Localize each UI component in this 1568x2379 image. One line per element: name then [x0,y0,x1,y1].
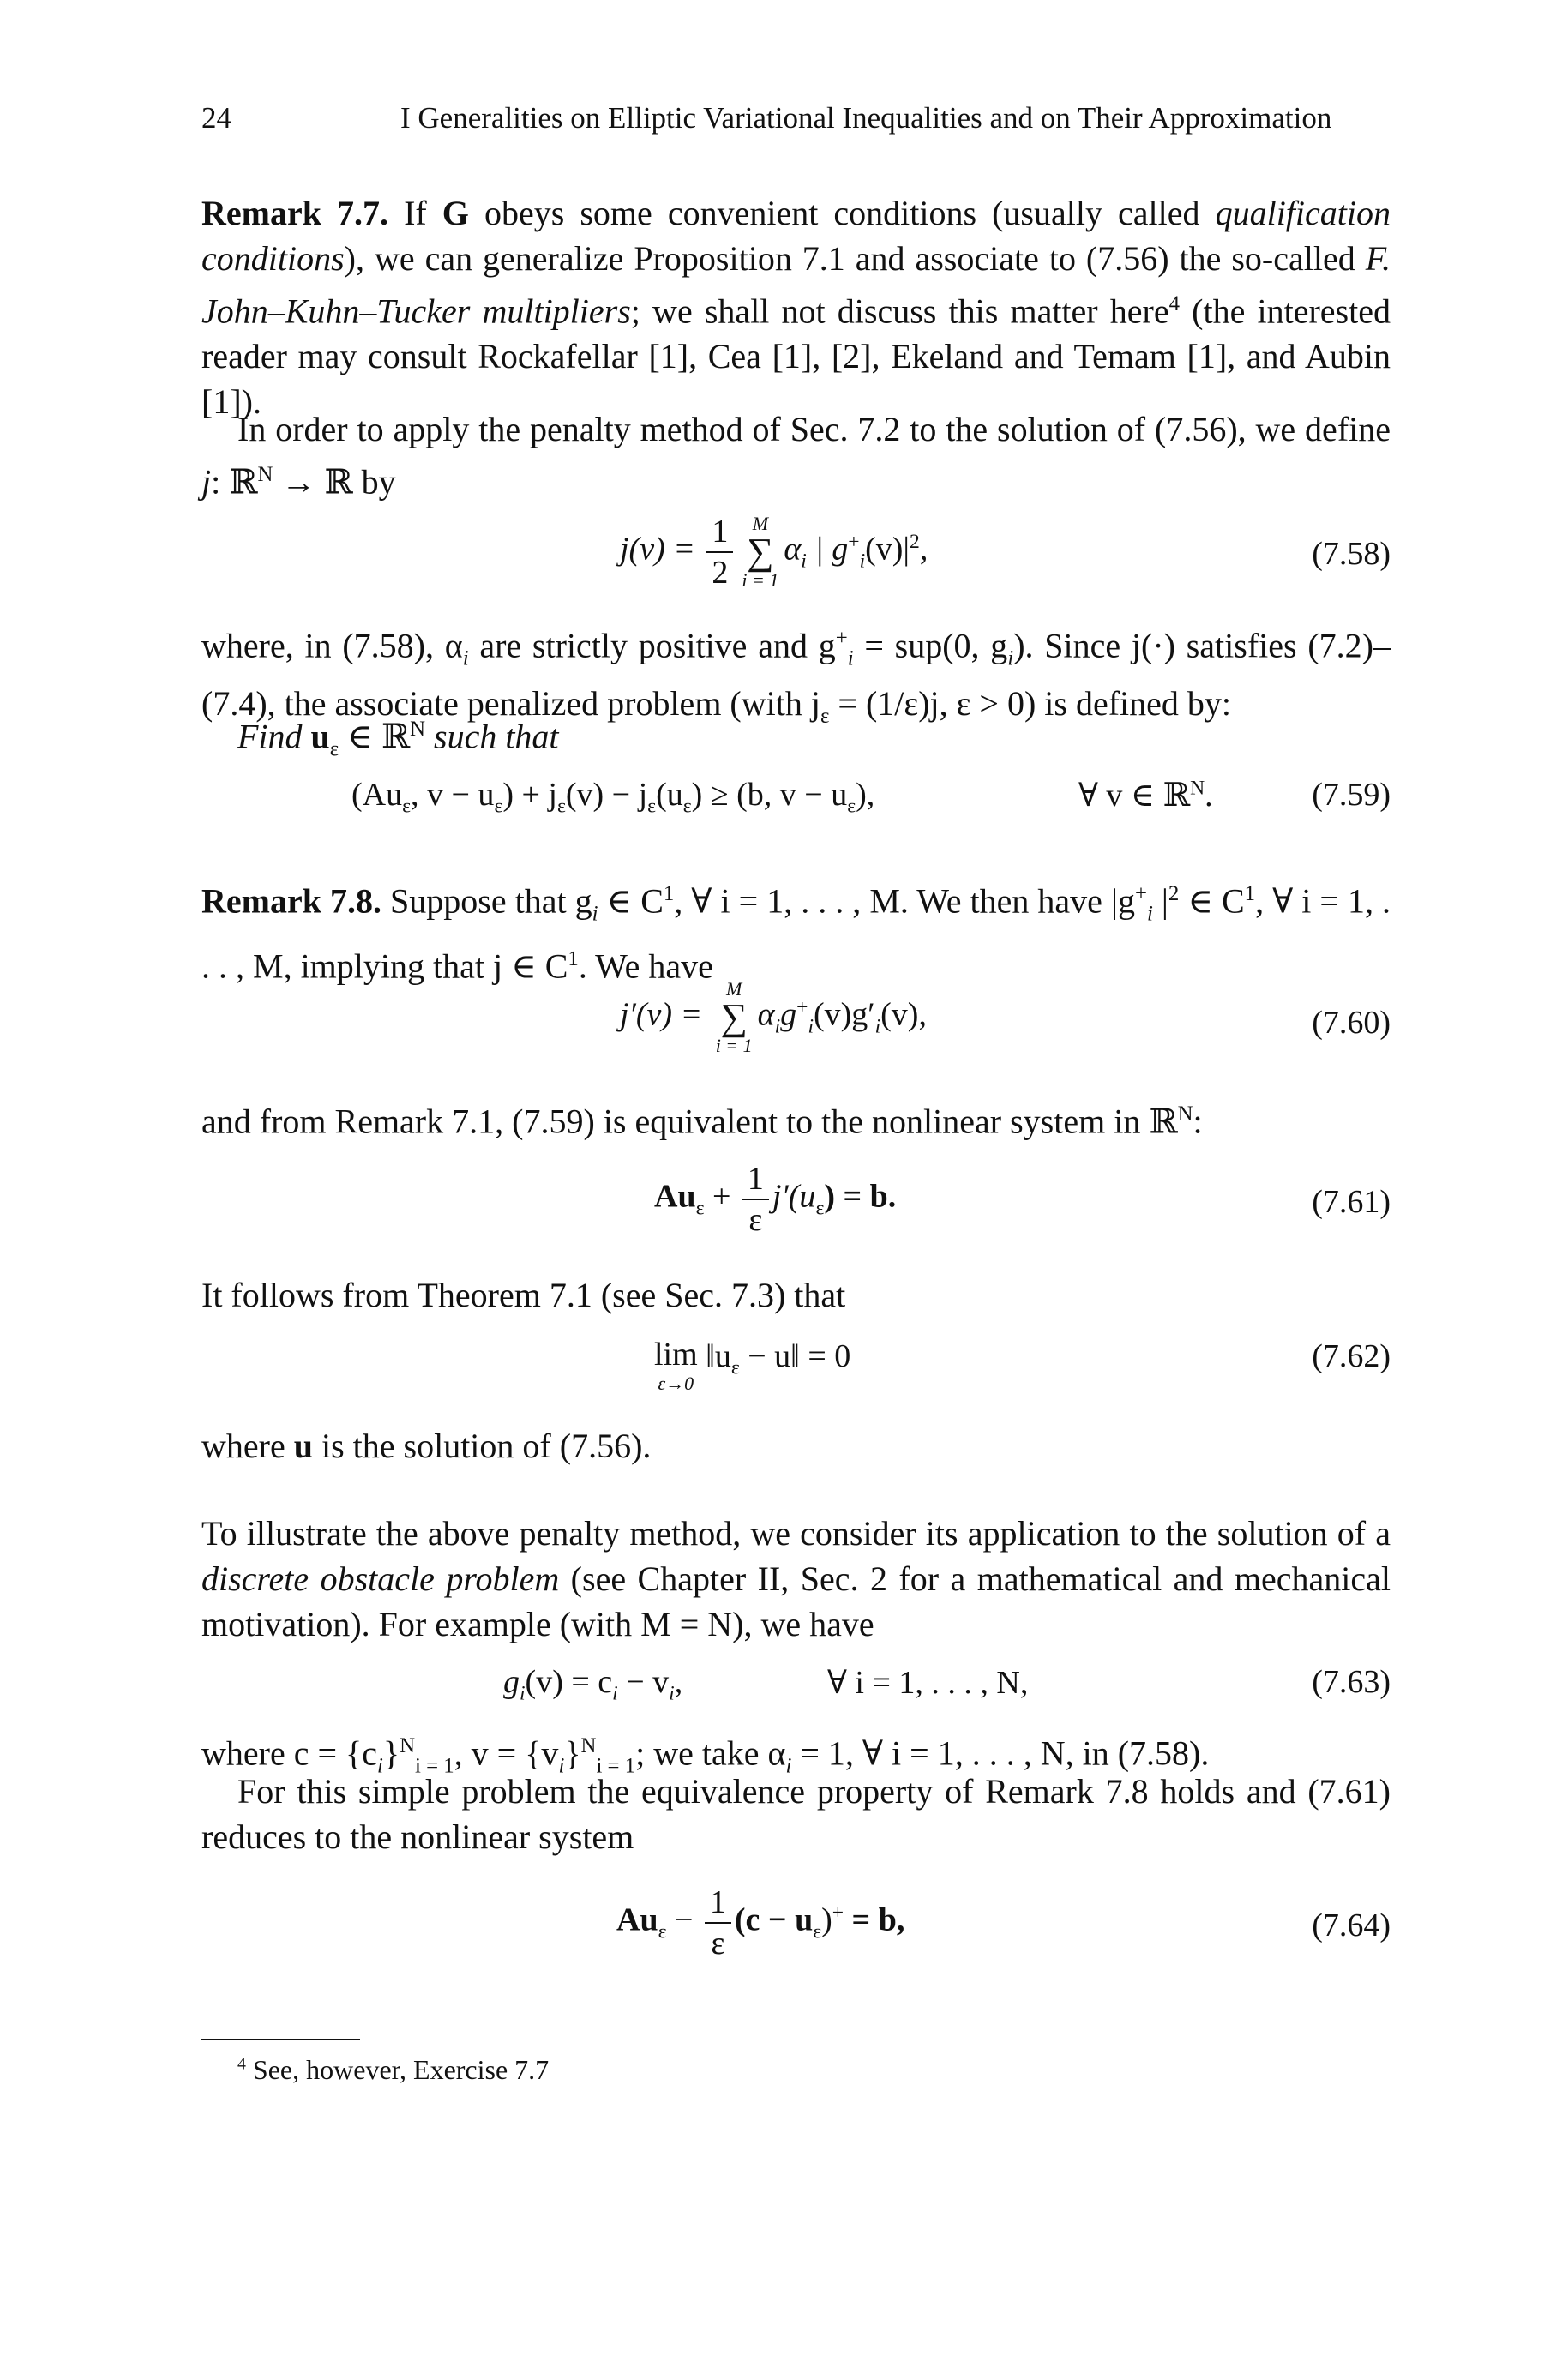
equation-label-7-64: (7.64) [1312,1907,1391,1943]
after-7-58: where, in (7.58), $\alpha_i$ are strictly positive and $g^+_i = sup(0$, $g_i$). Since j(·) satisfies (7.2)–(7.4), the associate penalized problem (with $j_\varepsilon = (1/\varepsilon)j$, ε > 0) is defined by: [201,626,1391,729]
penalty-intro: In order to apply the penalty method of Sec. 7.2 to the solution of (7.56), we define j: ℝ$^N$ → ℝ by [201,410,1391,502]
after-7-62: where u is the solution of (7.56). [201,1427,652,1465]
equation-label-7-59: (7.59) [1312,777,1391,813]
equation-label-7-63: (7.63) [1312,1664,1391,1700]
remark-7-8: Remark 7.8. Suppose that $g_i$ ∈ $C^1$, ∀ i = 1, . . . , M. We then have $|g^+_i$ $|^2$ ∈ $C^1$, ∀ i = 1, . . . , M, implying that j ∈ $C^1$. We have [201,881,1391,986]
simple-problem: For this simple problem the equivalence property of Remark 7.8 holds and (7.61) reduces to the nonlinear system [201,1772,1391,1856]
equation-7-62: lim ε→0 $‖u_\varepsilon$ − u‖ = 0 (7.62) [654,1337,1391,1394]
page [201,0,1391,2379]
equation-7-58: j(v) = $\frac{1}{2}$ M ∑ i = 1 $\alpha_i$ | $g^+_i(v)|^2$, (7.58) [620,513,1391,591]
equation-label-7-58: (7.58) [1312,536,1391,572]
remark-7-7-label: Remark 7.7. [201,194,389,232]
equation-7-64: $Au_\varepsilon$ − $\frac{1}{\varepsilon}$ $(c - u_\varepsilon)^+ = b$, (7.64) [616,1884,1391,1961]
remark-7-7: Remark 7.7. If G obeys some convenient conditions (usually called qualification conditions), we can generalize Proposition 7.1 and associate to (7.56) the so-called F. John–Kuhn–Tucker multipliers; we shall not discuss this matter here$^4$ (the interested reader may consult Rockafellar [1], Cea [1], [2], Ekeland and Temam [1], and Aubin [1]). [201,194,1391,422]
equation-7-60: j′(v) = M ∑ i = 1 $\alpha_ig^+_i(v)g'_i(v)$, (7.60) [620,978,1391,1056]
footnote-ref: 4 [1168,292,1181,315]
equation-7-59: ($Au_\varepsilon$, $v - u_\varepsilon) + j_\varepsilon(v) - j_\varepsilon(u_\varepsilon) \ge (b$, $v - u_\varepsilon$), ∀ v ∈ ℝ$^N$. (7.59) [351,777,1391,818]
running-title: I Generalities on Elliptic Variational Inequalities and on Their Approximation [400,101,1332,135]
equation-label-7-60: (7.60) [1312,1005,1391,1041]
illustrate-paragraph: To illustrate the above penalty method, we consider its application to the solution of a discrete obstacle problem (see Chapter II, Sec. 2 for a mathematical and mechanical motivation). For example (with M = N), we have [201,1514,1391,1643]
equation-label-7-61: (7.61) [1312,1184,1391,1220]
find-statement: Find $u_\varepsilon$ ∈ ℝ$^N$ such that [237,717,559,761]
equation-label-7-62: (7.62) [1312,1338,1391,1374]
equation-7-61: $Au_\varepsilon$ + $\frac{1}{\varepsilon}$ $j'(u_\varepsilon) = b$. (7.61) [654,1161,1391,1238]
footnote: $^4$ See, however, Exercise 7.7 [237,2054,550,2085]
remark-7-8-label: Remark 7.8. [201,881,381,921]
after-7-60: and from Remark 7.1, (7.59) is equivalent to the nonlinear system in ℝ$^N$: [201,1102,1203,1141]
equation-7-63: $g_i(v) = c_i - v_i$, ∀ i = 1, . . . , N, (7.63) [503,1664,1391,1705]
after-7-63: where $c = \{c_i\}^N_{i = 1}$, $v = \{v_i\}^N_{i = 1}$; we take $\alpha_i = 1$, ∀ i = 1, . . . , N, in (7.58). [201,1733,1210,1778]
theorem-line: It follows from Theorem 7.1 (see Sec. 7.3) that [201,1276,846,1314]
page-number: 24 [201,101,231,135]
footnote-divider [201,2039,360,2040]
